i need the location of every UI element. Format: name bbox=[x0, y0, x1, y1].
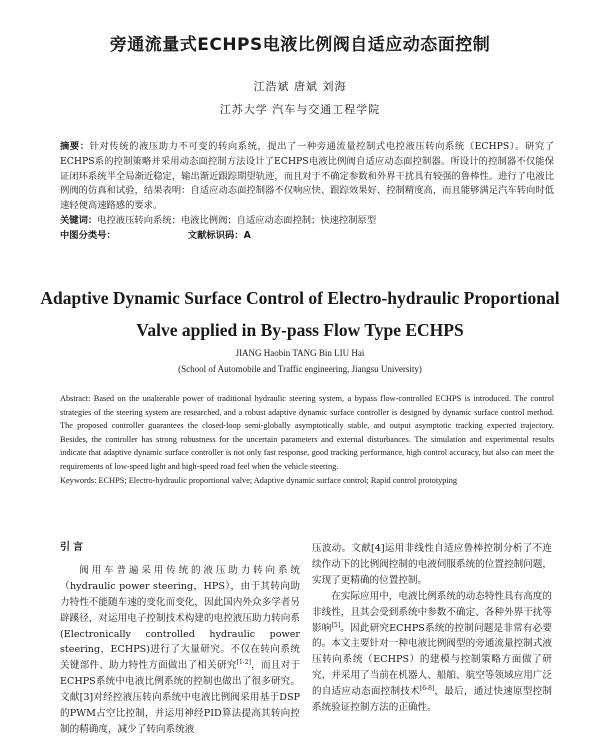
citation-ref-5: [5] bbox=[331, 621, 341, 629]
introduction-heading: 引言 bbox=[60, 542, 86, 553]
english-title-line-1: Adaptive Dynamic Surface Control of Electro-hydraulic Proportional bbox=[40, 288, 560, 308]
english-title-line-2: Valve applied in By-pass Flow Type ECHPS bbox=[136, 320, 464, 340]
english-keywords-label: Keywords: bbox=[60, 475, 97, 485]
english-affiliation: (School of Automobile and Traffic engineering, Jiangsu University) bbox=[178, 364, 422, 374]
chinese-title: 旁通流量式ECHPS电液比例阀自适应动态面控制 bbox=[109, 35, 491, 55]
english-keywords-text: ECHPS; Electro-hydraulic proportional valve; Adaptive dynamic surface control; Rapid control prototyping bbox=[98, 475, 458, 485]
english-keywords bbox=[60, 474, 554, 488]
intro-p2-text-3: ，最后，通过快速原型控制系统验证控制方法的正确性。 bbox=[312, 686, 553, 714]
intro-p2-text-1: 在实际应用中，电液比例系统的动态特性具有高度的非线性，且其会受到系统中参数不确定、各种外界干扰等影响 bbox=[312, 590, 552, 634]
clc-label: 中图分类号： bbox=[60, 229, 116, 241]
intro-p2-text-2: 。因此研究ECHPS系统的控制问题是非常有必要的。本文主要针对一种电液比例阀型的旁通流量控制式液压转向系统（ECHPS）的建模与控制策略方面做了研究，并采用了当前在机器人、船舶、航空等领域应用广泛的自适应动态面控制技术 bbox=[312, 622, 552, 698]
chinese-abstract-text: 针对传统的液压助力不可变的转向系统，提出了一种旁通流量控制式电控液压转向系统（ECHPS）。研究了ECHPS系的控制策略并采用动态面控制方法设计了ECHPS电液比例阀自适应动态面控制器。所设计的控制器不仅能保证闭环系统半全局渐近稳定，输出渐近跟踪期望轨迹，而且对于不确定参数和外界干扰具有较强的鲁棒性。进行了电液比例阀的仿真和试验，结果表明：自适应动态面控制器不仅响应快、跟踪效果好、控制精度高，而且能够满足汽车转向时低速轻便高速路感的要求。 bbox=[60, 141, 554, 212]
citation-ref-1: [1-2] bbox=[236, 659, 251, 667]
english-authors: JIANG Haobin TANG Bin LIU Hai bbox=[235, 348, 365, 358]
intro-continuation: 压波动。文献[4]运用非线性自适应鲁棒控制分析了不连续作动下的比例阀控制的电液伺服系统的位置控制问题，实现了更精确的位置控制。 bbox=[312, 543, 552, 586]
chinese-abstract-block bbox=[60, 140, 554, 244]
intro-paragraph-2 bbox=[312, 589, 552, 716]
chinese-abstract bbox=[60, 140, 554, 214]
intro-paragraph-1 bbox=[60, 563, 300, 738]
chinese-authors: 江浩斌 唐斌 刘海 bbox=[253, 80, 347, 93]
english-abstract-block bbox=[60, 392, 554, 487]
classification-line bbox=[60, 229, 554, 244]
chinese-abstract-label: 摘要： bbox=[60, 141, 90, 152]
english-abstract-label: Abstract: bbox=[60, 394, 91, 403]
english-abstract-text: Based on the unalterable power of traditional hydraulic steering system, a bypass flow-controlled ECHPS is introduced. The control strategies of the steering system are researched, and a robust adaptive dynamic surface controller is designed by dynamic surface control method. The proposed controller guarantees the closed-loop semi-globally asymptotically stable, and output asymptotic tracking expected trajectory. Besides, the controller has strong robustness for the uncertain parameters and external disturbances. The simulation and experimental results indicate that adaptive dynamic surface controller is not only fast response, good tracking performance, high control accuracy, but also can meet the requirements of low-speed light and high-speed road feel when the vehicle steering. bbox=[60, 394, 555, 471]
chinese-keywords bbox=[60, 214, 554, 229]
chinese-keywords-label: 关键词： bbox=[60, 214, 98, 226]
english-abstract bbox=[60, 392, 554, 474]
intro-text-part-2: ，而且对于ECHPS系统中电液比例系统的控制也做出了很多研究。文献[3]对经控液压转向系统中电液比例阀采用基于DSP的PWM占空比控制，并运用神经PID算法提高其转向控制的精确度，减少了转向系统液 bbox=[60, 660, 301, 735]
body-left-column bbox=[60, 540, 300, 738]
chinese-affiliation: 江苏大学 汽车与交通工程学院 bbox=[219, 103, 381, 116]
document-code-label: 文献标识码：A bbox=[187, 229, 251, 241]
body-right-column bbox=[312, 541, 552, 716]
citation-ref-6: [6-8] bbox=[419, 684, 435, 692]
chinese-keywords-text: 电控液压转向系统；电液比例阀；自适应动态面控制；快速控制原型 bbox=[97, 214, 377, 226]
intro-text-part-1: 阀用车普遍采用传统的液压助力转向系统（hydraulic power steering，HPS），由于其转向助力特性不能随车速的变化而变化，因此国内外众多学者另辟蹊径，对运用电子控制技术构建的电控液压助力转向系(Electronically controlled hydraulic power steering，ECHPS)进行了大量研究。不仅在转向系统关键部件、助力特性方面做出了相关研究 bbox=[60, 564, 300, 672]
